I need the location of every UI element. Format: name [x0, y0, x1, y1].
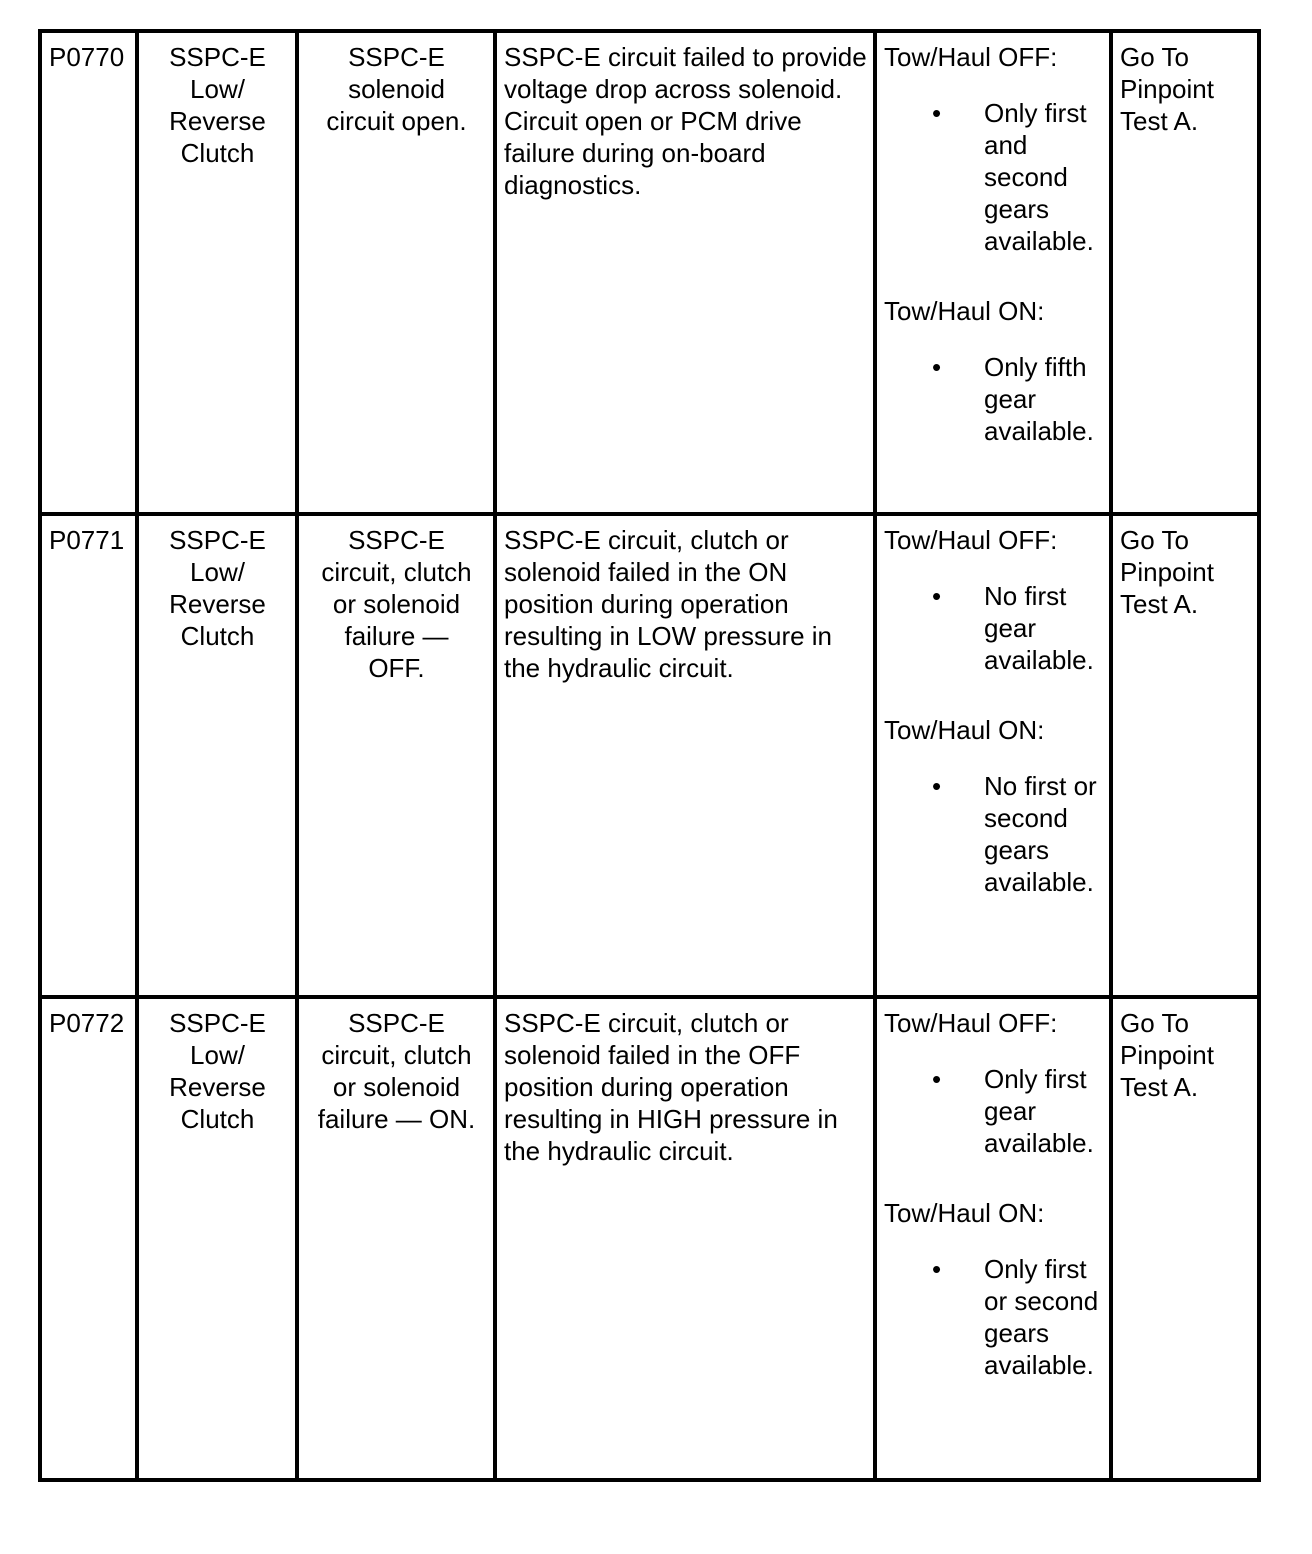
symptoms-cell — [875, 31, 1111, 514]
symptom-item: • Only first and second gears available. — [884, 97, 1103, 257]
table-row — [40, 997, 1259, 1480]
symptoms-cell — [875, 514, 1111, 997]
condition-cell: SSPC-E circuit failed to provide voltage drop across solenoid. Circuit open or PCM drive failure during on-board diagnostics. — [495, 31, 875, 514]
table-row — [40, 31, 1259, 514]
table-row — [40, 514, 1259, 997]
component-text: SSPC-E Low/ Reverse Clutch — [169, 42, 266, 168]
description-cell — [297, 997, 495, 1480]
symptom-heading: Tow/Haul OFF: — [884, 42, 1058, 72]
description-text: SSPC-E solenoid circuit open. — [326, 42, 467, 136]
symptom-group — [884, 1197, 1103, 1381]
condition-cell: SSPC-E circuit, clutch or solenoid failed in the OFF position during operation resulting in HIGH pressure in the hydraulic circuit. — [495, 997, 875, 1480]
dtc-code-cell: P0770 — [40, 31, 137, 514]
description-cell — [297, 31, 495, 514]
component-cell — [137, 997, 297, 1480]
symptom-item: • Only first gear available. — [884, 1063, 1103, 1159]
condition-cell: SSPC-E circuit, clutch or solenoid failed in the ON position during operation resulting in LOW pressure in the hydraulic circuit. — [495, 514, 875, 997]
symptom-group — [884, 295, 1103, 447]
symptom-item: • Only first or second gears available. — [884, 1253, 1103, 1381]
symptoms-cell — [875, 997, 1111, 1480]
symptom-group — [884, 41, 1103, 257]
action-cell: Go To Pinpoint Test A. — [1111, 514, 1259, 997]
symptom-heading: Tow/Haul ON: — [884, 1198, 1045, 1228]
action-cell: Go To Pinpoint Test A. — [1111, 997, 1259, 1480]
symptom-item: • No first or second gears available. — [884, 770, 1103, 898]
symptom-heading: Tow/Haul ON: — [884, 715, 1045, 745]
dtc-code-cell: P0772 — [40, 997, 137, 1480]
description-cell — [297, 514, 495, 997]
symptom-item: • Only fifth gear available. — [884, 351, 1103, 447]
dtc-table — [38, 29, 1261, 1482]
symptom-group — [884, 714, 1103, 898]
symptom-group — [884, 524, 1103, 676]
component-text: SSPC-E Low/ Reverse Clutch — [169, 1008, 266, 1134]
symptom-heading: Tow/Haul OFF: — [884, 1008, 1058, 1038]
component-text: SSPC-E Low/ Reverse Clutch — [169, 525, 266, 651]
action-cell: Go To Pinpoint Test A. — [1111, 31, 1259, 514]
description-text: SSPC-E circuit, clutch or solenoid failure — ON. — [317, 1008, 476, 1134]
symptom-item: • No first gear available. — [884, 580, 1103, 676]
component-cell — [137, 514, 297, 997]
symptom-heading: Tow/Haul OFF: — [884, 525, 1058, 555]
dtc-code-cell: P0771 — [40, 514, 137, 997]
component-cell — [137, 31, 297, 514]
description-text: SSPC-E circuit, clutch or solenoid failure — OFF. — [321, 525, 472, 683]
symptom-group — [884, 1007, 1103, 1159]
symptom-heading: Tow/Haul ON: — [884, 296, 1045, 326]
